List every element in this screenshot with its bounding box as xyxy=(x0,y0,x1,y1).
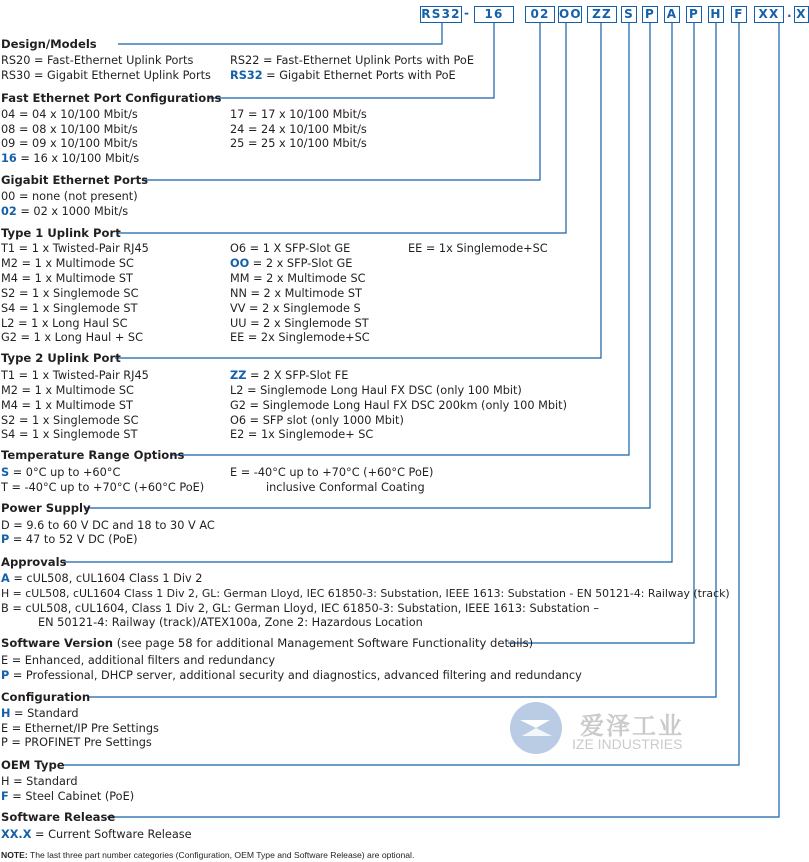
pn-box-02: 02 xyxy=(525,6,555,23)
watermark xyxy=(506,698,696,758)
config-p: P = PROFINET Pre Settings xyxy=(1,736,152,749)
software-p-text: = Professional, DHCP server, additional security and diagnostics, advanced filtering and redundancy xyxy=(9,669,582,682)
fe-09: 09 = 09 x 10/100 Mbit/s xyxy=(1,137,138,150)
pn-rs: RS xyxy=(421,7,442,21)
type2-e2: E2 = 1x Singlemode+ SC xyxy=(230,428,374,441)
design-rs32 xyxy=(230,69,456,82)
type2-zz-text: = 2 X SFP-Slot FE xyxy=(246,369,349,382)
type1-t1: T1 = 1 x Twisted-Pair RJ45 xyxy=(1,242,149,255)
type1-mm: MM = 2 x Multimode SC xyxy=(230,272,366,285)
pn-box-s: S xyxy=(621,6,637,23)
power-p xyxy=(1,533,138,546)
type1-oo xyxy=(230,257,352,270)
temp-e2: inclusive Conformal Coating xyxy=(266,481,425,494)
pn-box-p2: P xyxy=(686,6,702,23)
type1-m4: M4 = 1 x Multimode ST xyxy=(1,272,133,285)
type2-zz xyxy=(230,369,348,382)
power-p-text: = 47 to 52 V DC (PoE) xyxy=(9,533,138,546)
pn-box-xx: XX xyxy=(754,6,784,23)
type1-s2: S2 = 1 x Singlemode SC xyxy=(1,287,139,300)
approval-a-text: = cUL508, cUL1604 Class 1 Div 2 xyxy=(9,572,203,585)
section-title-oem: OEM Type xyxy=(1,758,65,772)
release-xx xyxy=(1,828,192,841)
config-h-text: = Standard xyxy=(10,707,79,720)
note-text: The last three part number categories (Configuration, OEM Type and Software Release) are optional. xyxy=(27,850,415,860)
software-p xyxy=(1,669,582,682)
pn-box-p1: P xyxy=(642,6,658,23)
code-02: 02 xyxy=(1,205,17,218)
type1-uu: UU = 2 x Singlemode ST xyxy=(230,317,369,330)
code-h: H xyxy=(1,707,11,720)
oem-f-text: = Steel Cabinet (PoE) xyxy=(8,790,135,803)
code-s: S xyxy=(1,466,10,479)
software-title: Software Version xyxy=(1,636,114,650)
fe-16 xyxy=(1,152,139,165)
fe-25: 25 = 25 x 10/100 Mbit/s xyxy=(230,137,367,150)
software-title-rest: (see page 58 for additional Management Software Functionality details) xyxy=(113,636,534,650)
design-rs20: RS20 = Fast-Ethernet Uplink Ports xyxy=(1,54,194,67)
code-rs32: RS32 xyxy=(230,69,263,82)
approval-a xyxy=(1,572,202,585)
section-title-temperature: Temperature Range Options xyxy=(1,448,185,462)
power-d: D = 9.6 to 60 V DC and 18 to 30 V AC xyxy=(1,519,215,532)
fe-16-text: = 16 x 10/100 Mbit/s xyxy=(16,152,140,165)
design-rs30: RS30 = Gigabit Ethernet Uplink Ports xyxy=(1,69,211,82)
approval-h: H = cUL508, cUL1604 Class 1 Div 2, GL: German Lloyd, IEC 61850-3: Substation, IEEE 1613: Substation - EN 50121-4: Railway (track) xyxy=(1,587,730,600)
code-xx: XX.X xyxy=(1,828,32,841)
config-e: E = Ethernet/IP Pre Settings xyxy=(1,722,159,735)
type1-oo-text: = 2 x SFP-Slot GE xyxy=(249,257,353,270)
section-title-gigabit: Gigabit Ethernet Ports xyxy=(1,173,149,187)
code-a: A xyxy=(1,572,10,585)
gig-02-text: = 02 x 1000 Mbit/s xyxy=(16,205,129,218)
connector-design xyxy=(118,23,442,44)
code-software-p: P xyxy=(1,669,10,682)
pn-box-x: X xyxy=(794,6,809,23)
type1-ee: EE = 2x Singlemode+SC xyxy=(230,331,370,344)
fe-08: 08 = 08 x 10/100 Mbit/s xyxy=(1,123,138,136)
pn-box-16: 16 xyxy=(474,6,514,23)
temp-e: E = -40°C up to +70°C (+60°C PoE) xyxy=(230,466,434,479)
approval-b2: EN 50121-4: Railway (track)/ATEX100a, Zone 2: Hazardous Location xyxy=(38,616,423,629)
pn-box-f: F xyxy=(731,6,747,23)
release-xx-text: = Current Software Release xyxy=(31,828,192,841)
gig-00: 00 = none (not present) xyxy=(1,190,138,203)
watermark-cn: 爱泽工业 xyxy=(580,712,684,740)
section-title-software xyxy=(1,637,533,650)
pn-box-a: A xyxy=(664,6,680,23)
type1-s4: S4 = 1 x Singlemode ST xyxy=(1,302,138,315)
pn-box-oo: OO xyxy=(559,7,582,21)
section-title-approvals: Approvals xyxy=(1,555,67,569)
code-f: F xyxy=(1,790,9,803)
type1-g2: G2 = 1 x Long Haul + SC xyxy=(1,331,143,344)
code-zz: ZZ xyxy=(230,369,247,382)
temp-s xyxy=(1,466,120,479)
type2-o6: O6 = SFP slot (only 1000 Mbit) xyxy=(230,414,404,427)
section-title-design: Design/Models xyxy=(1,37,97,51)
oem-h: H = Standard xyxy=(1,775,78,788)
config-h xyxy=(1,707,79,720)
section-title-fast-ethernet: Fast Ethernet Port Configurations xyxy=(1,91,222,105)
temp-t: T = -40°C up to +70°C (+60°C PoE) xyxy=(1,481,205,494)
type2-s4: S4 = 1 x Singlemode ST xyxy=(1,428,138,441)
pn-dash: - xyxy=(464,6,469,20)
pn-32: 32 xyxy=(441,7,461,21)
type1-ee2: EE = 1x Singlemode+SC xyxy=(408,242,548,255)
type2-l2: L2 = Singlemode Long Haul FX DSC (only 100 Mbit) xyxy=(230,384,522,397)
watermark-logo-icon xyxy=(506,698,566,758)
type1-m2: M2 = 1 x Multimode SC xyxy=(1,257,134,270)
pn-box-rs32 xyxy=(420,6,462,23)
pn-box-zz: ZZ xyxy=(587,6,617,23)
gig-02 xyxy=(1,205,128,218)
pn-box-h: H xyxy=(708,6,724,23)
section-title-power: Power Supply xyxy=(1,501,91,515)
type1-l2: L2 = 1 x Long Haul SC xyxy=(1,317,128,330)
note-label: NOTE: xyxy=(1,850,28,860)
watermark-en: IZE INDUSTRIES xyxy=(572,736,683,752)
design-rs32-text: = Gigabit Ethernet Ports with PoE xyxy=(262,69,456,82)
type2-s2: S2 = 1 x Singlemode SC xyxy=(1,414,139,427)
type2-m4: M4 = 1 x Multimode ST xyxy=(1,399,133,412)
code-p: P xyxy=(1,533,10,546)
software-e: E = Enhanced, additional filters and redundancy xyxy=(1,654,276,667)
type1-o6: O6 = 1 X SFP-Slot GE xyxy=(230,242,351,255)
type2-m2: M2 = 1 x Multimode SC xyxy=(1,384,134,397)
pn-dot: . xyxy=(787,6,792,20)
type2-t1: T1 = 1 x Twisted-Pair RJ45 xyxy=(1,369,149,382)
section-title-type1: Type 1 Uplink Port xyxy=(1,226,121,240)
code-16: 16 xyxy=(1,152,17,165)
fe-24: 24 = 24 x 10/100 Mbit/s xyxy=(230,123,367,136)
temp-s-text: = 0°C up to +60°C xyxy=(9,466,121,479)
type1-nn: NN = 2 x Multimode ST xyxy=(230,287,362,300)
design-rs22: RS22 = Fast-Ethernet Uplink Ports with PoE xyxy=(230,54,474,67)
section-title-release: Software Release xyxy=(1,810,116,824)
code-oo: OO xyxy=(230,257,250,270)
type1-vv: VV = 2 x Singlemode S xyxy=(230,302,361,315)
footnote xyxy=(1,850,414,860)
fe-17: 17 = 17 x 10/100 Mbit/s xyxy=(230,108,367,121)
approval-b: B = cUL508, cUL1604, Class 1 Div 2, GL: German Lloyd, IEC 61850-3: Substation, IEEE 1613: Substation – xyxy=(1,602,600,615)
type2-g2: G2 = Singlemode Long Haul FX DSC 200km (only 100 Mbit) xyxy=(230,399,567,412)
fe-04: 04 = 04 x 10/100 Mbit/s xyxy=(1,108,138,121)
section-title-type2: Type 2 Uplink Port xyxy=(1,351,121,365)
oem-f xyxy=(1,790,134,803)
section-title-configuration: Configuration xyxy=(1,690,91,704)
